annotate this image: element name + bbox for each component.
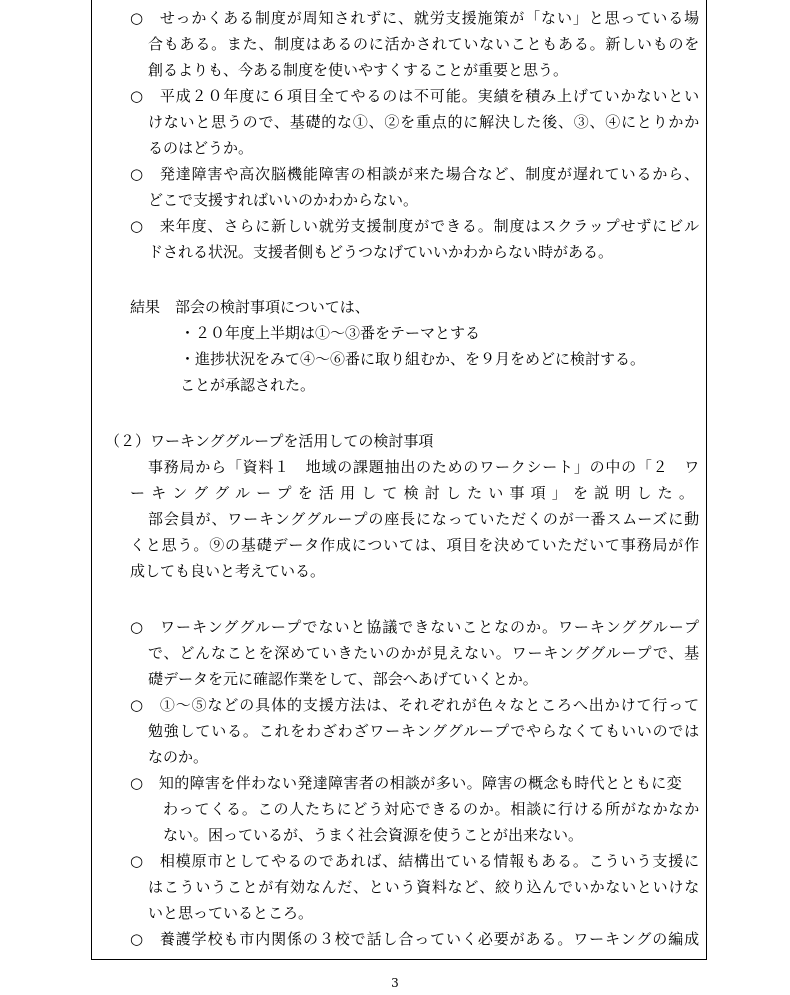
text-line: ○ ワーキンググループでないと協議できないことなのか。ワーキンググループ xyxy=(130,618,700,636)
text-line: ○ 平成２０年度に６項目全てやるのは不可能。実績を積み上げていかないとい xyxy=(130,87,700,105)
text-line: ない。困っているが、うまく社会資源を使うことが出来ない。 xyxy=(163,826,584,844)
text-line: 結果 部会の検討事項については、 xyxy=(130,298,370,316)
text-line: くと思う。⑨の基礎データ作成については、項目を決めていただいて事務局が作 xyxy=(130,536,700,554)
text-line: 成しても良いと考えている。 xyxy=(130,562,326,580)
text-line: けないと思うので、基礎的な①、②を重点的に解決した後、③、④にとりかか xyxy=(148,113,700,131)
text-line: いと思っているところ。 xyxy=(148,904,314,922)
text-line: 勉強している。これをわざわざワーキンググループでやらなくてもいいのでは xyxy=(148,722,700,740)
text-line: ・２０年度上半期は①～③番をテーマとする xyxy=(180,324,481,342)
text-line: （２）ワーキンググループを活用しての検討事項 xyxy=(105,432,434,450)
text-line: ○ 来年度、さらに新しい就労支援制度ができる。制度はスクラップせずにビル xyxy=(130,217,700,235)
text-line: 部会員が、ワーキンググループの座長になっていただくのが一番スムーズに動 xyxy=(148,510,700,528)
text-line: ○ 相模原市としてやるのであれば、結構出ている情報もある。こういう支援に xyxy=(130,852,700,870)
text-line: ○ 知的障害を伴わない発達障害者の相談が多い。障害の概念も時代とともに変 xyxy=(130,774,682,792)
text-line: 礎データを元に確認作業をして、部会へあげていくとか。 xyxy=(148,670,538,688)
text-line: ○ せっかくある制度が周知されずに、就労支援施策が「ない」と思っている場 xyxy=(130,9,700,27)
text-line: 合もある。また、制度はあるのに活かされていないこともある。新しいものを xyxy=(148,35,700,53)
text-line: はこういうことが有効なんだ、という資料など、絞り込んでいかないといけな xyxy=(148,878,700,896)
text-line: ・進捗状況をみて④～⑥番に取り組むか、を９月をめどに検討する。 xyxy=(180,350,646,368)
text-line: 事務局から「資料１ 地域の課題抽出のためのワークシート」の中の「２ ワ xyxy=(148,458,700,476)
text-line: ○ ①～⑤などの具体的支援方法は、それぞれが色々なところへ出かけて行って xyxy=(130,696,700,714)
text-line: なのか。 xyxy=(148,748,209,766)
text-line: るのはどうか。 xyxy=(148,139,254,157)
text-line: 創るよりも、今ある制度を使いやすくすることが重要と思う。 xyxy=(148,61,569,79)
text-line: ーキンググループを活用して検討したい事項」を説明した。 xyxy=(130,484,700,502)
text-line: ことが承認された。 xyxy=(180,376,316,394)
text-line: どこで支援すればいいのかわからない。 xyxy=(148,191,419,209)
text-line: ○ 養護学校も市内関係の３校で話し合っていく必要がある。ワーキングの編成 xyxy=(130,930,700,948)
text-line: ドされる状況。支援者側もどうつなげていいかわからない時がある。 xyxy=(148,243,614,261)
page-number: 3 xyxy=(391,976,399,990)
text-line: わってくる。この人たちにどう対応できるのか。相談に行ける所がなかなか xyxy=(163,800,700,818)
text-line: ○ 発達障害や高次脳機能障害の相談が来た場合など、制度が遅れているから、 xyxy=(130,165,700,183)
text-line: で、どんなことを深めていきたいのかが見えない。ワーキンググループで、基 xyxy=(148,644,700,662)
